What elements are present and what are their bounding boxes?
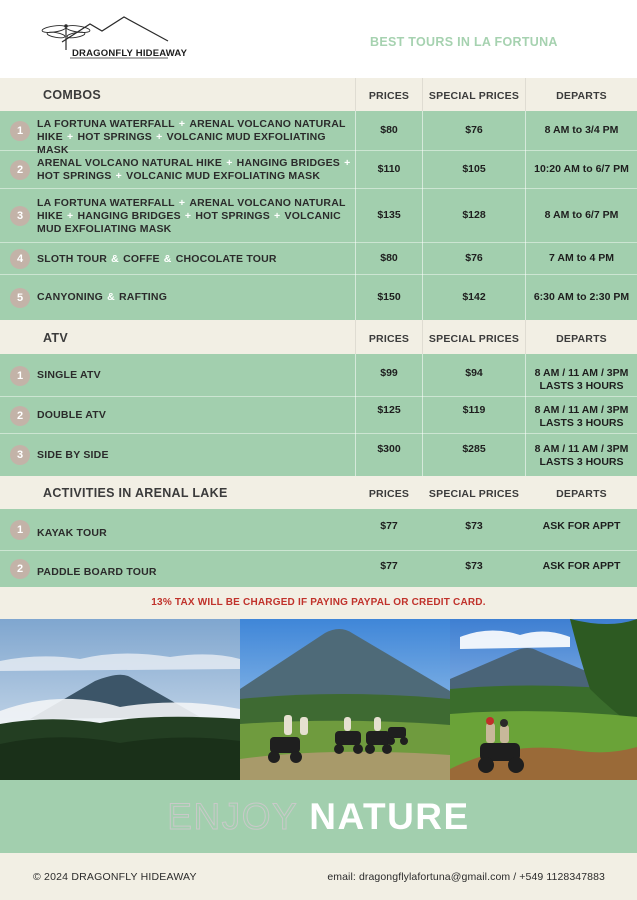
- departure-schedule: 8 AM / 11 AM / 3PM: [534, 443, 629, 455]
- special-price: $76: [465, 252, 483, 264]
- special-price: $105: [462, 163, 486, 175]
- col-prices: PRICES: [368, 333, 410, 345]
- separator: +: [175, 118, 189, 130]
- tour-item: CANYONING: [37, 291, 103, 303]
- departure-time: [526, 443, 637, 469]
- combos-title: COMBOS: [43, 88, 102, 102]
- atv-group-volcano-photo: [240, 619, 450, 780]
- tour-item: HOT SPRINGS: [77, 131, 153, 143]
- volcano-cloud-forest-photo: [0, 619, 240, 780]
- row-number-badge: 5: [10, 288, 30, 308]
- special-price: $142: [462, 290, 486, 303]
- column-divider: [422, 111, 423, 151]
- tour-item: VOLCANIC MUD EXFOLIATING MASK: [37, 131, 326, 156]
- brand-name: DRAGONFLY HIDEAWAY: [72, 48, 188, 59]
- tour-name: PADDLE BOARD TOUR: [37, 565, 157, 578]
- departure-schedule: ASK FOR APPT: [542, 520, 621, 532]
- column-divider: [525, 434, 526, 476]
- brand-logo[interactable]: [40, 14, 188, 66]
- tour-item: ARENAL VOLCANO NATURAL HIKE: [37, 196, 346, 222]
- departure-time: [526, 404, 637, 430]
- tour-name: DOUBLE ATV: [37, 409, 107, 421]
- table-row[interactable]: [0, 397, 637, 434]
- banner-word-enjoy: ENJOY: [167, 796, 298, 837]
- special-price: $76: [465, 124, 483, 136]
- column-divider: [355, 354, 356, 397]
- column-divider: [355, 397, 356, 434]
- separator: +: [63, 209, 77, 222]
- separator: +: [112, 170, 126, 182]
- tour-item: LA FORTUNA WATERFALL: [37, 118, 175, 130]
- separator: +: [223, 157, 236, 169]
- column-divider: [422, 189, 423, 243]
- table-row[interactable]: [0, 151, 637, 189]
- table-row[interactable]: [0, 434, 637, 476]
- table-row[interactable]: [0, 551, 637, 587]
- banner-text: [0, 796, 637, 838]
- column-divider: [422, 354, 423, 397]
- price: $77: [380, 520, 398, 532]
- special-price: $73: [465, 560, 483, 572]
- column-divider: [422, 397, 423, 434]
- table-row[interactable]: [0, 275, 637, 320]
- price: $125: [377, 404, 401, 416]
- separator: +: [63, 131, 77, 143]
- table-row[interactable]: [0, 111, 637, 156]
- price: $99: [380, 367, 398, 379]
- column-divider: [355, 243, 356, 275]
- column-divider: [355, 151, 356, 189]
- col-departs: DEPARTS: [556, 333, 607, 345]
- column-divider: [355, 275, 356, 320]
- column-divider: [525, 354, 526, 397]
- tax-notice: 13% TAX WILL BE CHARGED IF PAYING PAYPAL OR CREDIT CARD.: [0, 587, 637, 619]
- column-divider: [422, 434, 423, 476]
- tour-item: ARENAL VOLCANO NATURAL HIKE: [37, 157, 223, 169]
- copyright: © 2024 DRAGONFLY HIDEAWAY: [33, 871, 197, 883]
- price: $300: [377, 443, 401, 455]
- row-number-badge: 1: [10, 520, 30, 540]
- departure-time: [526, 560, 637, 573]
- row-number-badge: 1: [10, 121, 30, 141]
- separator: +: [181, 209, 195, 222]
- column-divider: [422, 275, 423, 320]
- tour-item: COFFE: [123, 252, 160, 265]
- departure-time: [526, 520, 637, 533]
- col-special-prices: SPECIAL PRICES: [428, 90, 520, 102]
- departure-time: [526, 252, 637, 265]
- tour-item: RAFTING: [119, 291, 168, 303]
- row-number-badge: 3: [10, 206, 30, 226]
- departure-time: [526, 163, 637, 176]
- special-price: $119: [462, 404, 486, 416]
- col-special-prices: SPECIAL PRICES: [428, 488, 520, 500]
- enjoy-nature-banner: [0, 780, 637, 853]
- tour-name: [37, 291, 352, 304]
- column-divider: [525, 151, 526, 189]
- tour-name: SIDE BY SIDE: [37, 448, 109, 461]
- column-divider: [525, 397, 526, 434]
- special-price: $94: [465, 367, 483, 379]
- column-divider: [422, 151, 423, 189]
- price: $135: [377, 209, 401, 221]
- column-divider: [525, 243, 526, 275]
- departure-schedule: 7 AM to 4 PM: [549, 252, 614, 264]
- tour-name: [37, 157, 352, 183]
- header: [0, 0, 637, 78]
- tour-item: VOLCANIC MUD EXFOLIATING MASK: [126, 170, 321, 182]
- separator: +: [175, 196, 189, 209]
- separator: &: [103, 291, 119, 303]
- combos-header: [0, 78, 637, 111]
- column-divider: [525, 275, 526, 320]
- tour-item: ARENAL VOLCANO NATURAL HIKE: [37, 118, 346, 143]
- separator: &: [160, 252, 175, 265]
- table-row[interactable]: [0, 354, 637, 397]
- tour-duration: LASTS 3 HOURS: [539, 380, 624, 392]
- column-divider: [355, 434, 356, 476]
- tour-item: CHOCOLATE TOUR: [175, 252, 277, 265]
- tour-name: [37, 197, 352, 236]
- row-number-badge: 1: [10, 366, 30, 386]
- atv-table: [0, 354, 637, 476]
- footer: [0, 853, 637, 900]
- separator: &: [108, 252, 123, 265]
- price: $150: [377, 290, 401, 303]
- price: $80: [380, 124, 398, 136]
- price: $110: [377, 163, 401, 175]
- photo-strip: [0, 619, 637, 780]
- special-price: $128: [462, 209, 486, 221]
- departure-schedule: 10:20 AM to 6/7 PM: [534, 163, 629, 175]
- tour-name: SINGLE ATV: [37, 369, 101, 381]
- departure-time: [526, 367, 637, 393]
- price: $77: [380, 560, 398, 572]
- separator: +: [270, 209, 284, 222]
- tour-item: HANGING BRIDGES: [236, 157, 340, 169]
- special-price: $285: [462, 443, 486, 455]
- lake-table: [0, 509, 637, 587]
- tour-name: KAYAK TOUR: [37, 526, 107, 539]
- special-price: $73: [465, 520, 483, 532]
- separator: +: [153, 131, 166, 143]
- tour-item: VOLCANIC MUD EXFOLIATING MASK: [37, 209, 341, 235]
- tour-duration: LASTS 3 HOURS: [539, 417, 624, 429]
- col-prices: PRICES: [368, 90, 410, 102]
- tour-item: HOT SPRINGS: [37, 170, 112, 182]
- tour-item: HANGING BRIDGES: [77, 209, 181, 222]
- combos-table: [0, 111, 637, 320]
- row-number-badge: 2: [10, 406, 30, 426]
- banner-word-nature: NATURE: [309, 796, 470, 837]
- column-divider: [422, 243, 423, 275]
- departure-schedule: 8 AM / 11 AM / 3PM: [534, 404, 629, 416]
- table-row[interactable]: [0, 509, 637, 551]
- tour-item: SLOTH TOUR: [37, 252, 108, 265]
- contact-info[interactable]: email: dragongflylafortuna@gmail.com / +549 1128347883: [327, 871, 605, 883]
- departure-schedule: 8 AM / 11 AM / 3PM: [534, 367, 629, 379]
- departure-time: [526, 209, 637, 222]
- tour-name: [37, 253, 352, 266]
- departure-time: [526, 291, 637, 304]
- atv-riders-volcano-photo: [450, 619, 637, 780]
- tour-duration: LASTS 3 HOURS: [539, 456, 624, 468]
- row-number-badge: 4: [10, 249, 30, 269]
- atv-title: ATV: [43, 331, 68, 345]
- departure-schedule: 8 AM to 3/4 PM: [544, 124, 619, 136]
- table-row[interactable]: [0, 189, 637, 243]
- departure-schedule: ASK FOR APPT: [542, 560, 621, 572]
- lake-title: ACTIVITIES IN ARENAL LAKE: [43, 486, 228, 500]
- departure-time: [526, 124, 637, 137]
- tagline: BEST TOURS IN LA FORTUNA: [370, 35, 558, 49]
- row-number-badge: 3: [10, 445, 30, 465]
- departure-schedule: 8 AM to 6/7 PM: [544, 209, 619, 221]
- price: $80: [380, 252, 398, 264]
- table-row[interactable]: [0, 243, 637, 275]
- column-divider: [525, 111, 526, 151]
- column-divider: [355, 189, 356, 243]
- row-number-badge: 2: [10, 559, 30, 579]
- atv-header: [0, 320, 637, 354]
- tour-item: LA FORTUNA WATERFALL: [37, 196, 175, 209]
- departure-schedule: 6:30 AM to 2:30 PM: [533, 290, 630, 303]
- col-special-prices: SPECIAL PRICES: [428, 333, 520, 345]
- col-prices: PRICES: [368, 488, 410, 500]
- lake-header: [0, 476, 637, 509]
- col-departs: DEPARTS: [556, 488, 607, 500]
- col-departs: DEPARTS: [556, 90, 607, 102]
- tour-item: HOT SPRINGS: [195, 209, 270, 222]
- column-divider: [525, 189, 526, 243]
- column-divider: [355, 111, 356, 151]
- row-number-badge: 2: [10, 160, 30, 180]
- separator: +: [341, 157, 351, 169]
